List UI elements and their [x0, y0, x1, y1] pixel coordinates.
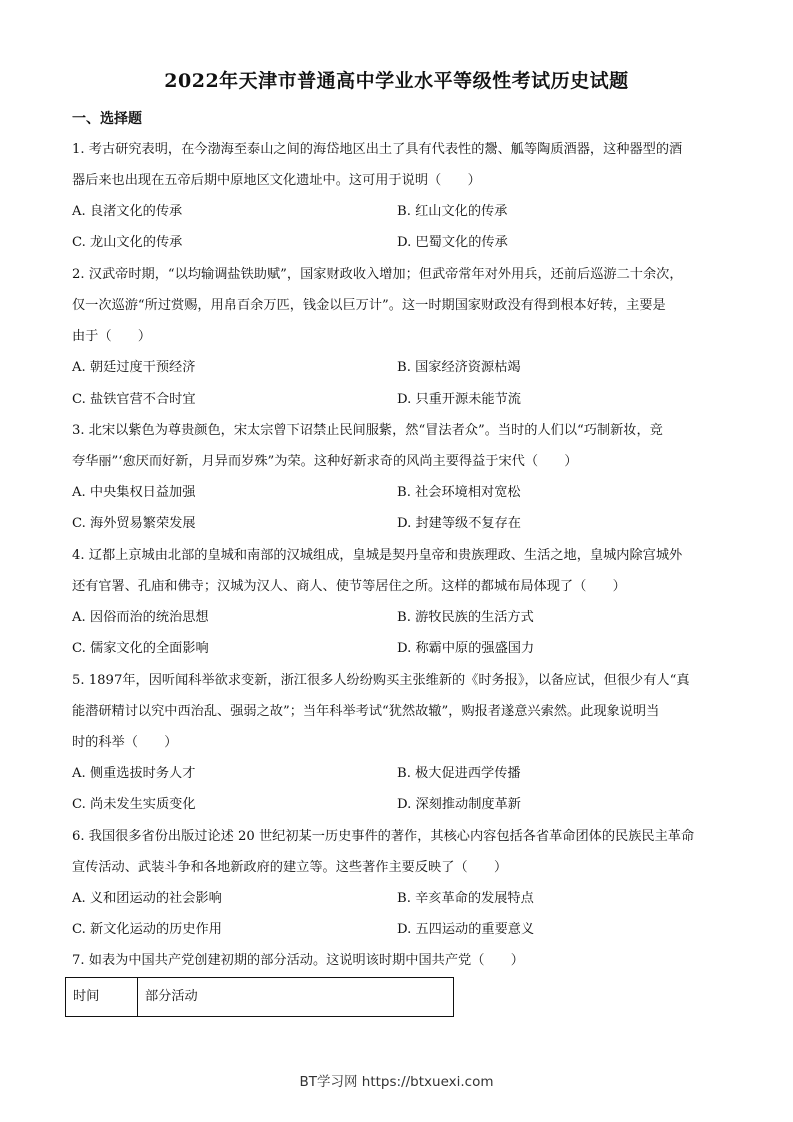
q3-option-a: A. 中央集权日益加强 [72, 485, 196, 500]
q4-line-1: 4. 辽都上京城由北部的皇城和南部的汉城组成，皇城是契丹皇帝和贵族理政、生活之地，皇城内除宫城外 [72, 548, 683, 563]
q4-option-b: B. 游牧民族的生活方式 [397, 610, 534, 625]
q3-option-c: C. 海外贸易繁荣发展 [72, 516, 196, 531]
q3-line-1: 3. 北宋以紫色为尊贵颜色，宋太宗曾下诏禁止民间服紫，然“冒法者众”。当时的人们以“巧制新妆，竞 [72, 423, 663, 438]
q7-line-1: 7. 如表为中国共产党创建初期的部分活动。这说明该时期中国共产党（ ） [72, 953, 524, 968]
q4-option-c: C. 儒家文化的全面影响 [72, 641, 209, 656]
section-heading: 一、选择题 [72, 111, 142, 127]
q3-line-2: 夸华丽”‘愈厌而好新，月异而岁殊”为荣。这种好新求奇的风尚主要得益于宋代（ ） [72, 454, 578, 469]
q1-option-c: C. 龙山文化的传承 [72, 235, 183, 250]
q6-option-a: A. 义和团运动的社会影响 [72, 891, 222, 906]
q2-line-1: 2. 汉武帝时期，“以均输调盐铁助赋”，国家财政收入增加；但武帝常年对外用兵，还前后巡游二十余次， [72, 267, 683, 282]
q6-line-1: 6. 我国很多省份出版过论述 20 世纪初某一历史事件的著作，其核心内容包括各省革命团体的民族民主革命 [72, 829, 695, 844]
q6-line-2: 宣传活动、武装斗争和各地新政府的建立等。这些著作主要反映了（ ） [72, 860, 508, 875]
q4-option-d: D. 称霸中原的强盛国力 [397, 641, 535, 656]
q5-line-1: 5. 1897年，因听闻科举欲求变新，浙江很多人纷纷购买主张维新的《时务报》，以备应试，但很少有人“真 [72, 673, 690, 688]
table-header-activities: 部分活动 [145, 989, 198, 1004]
q6-option-d: D. 五四运动的重要意义 [397, 922, 535, 937]
q1-option-a: A. 良渚文化的传承 [72, 204, 183, 219]
q2-option-d: D. 只重开源未能节流 [397, 392, 521, 407]
q6-option-c: C. 新文化运动的历史作用 [72, 922, 222, 937]
q5-option-d: D. 深刻推动制度革新 [397, 797, 521, 812]
q4-option-a: A. 因俗而治的统治思想 [72, 610, 209, 625]
q5-option-c: C. 尚未发生实质变化 [72, 797, 196, 812]
q5-line-2: 能潜研精讨以究中西治乱、强弱之故”；当年科举考试“犹然故辙”，购报者遂意兴索然。此现象说明当 [72, 704, 660, 719]
table-header-time: 时间 [66, 978, 138, 1016]
q2-option-c: C. 盐铁官营不合时宜 [72, 392, 196, 407]
q2-option-a: A. 朝廷过度干预经济 [72, 360, 196, 375]
q2-option-b: B. 国家经济资源枯竭 [397, 360, 521, 375]
q3-option-d: D. 封建等级不复存在 [397, 516, 521, 531]
q7-table [65, 977, 454, 1017]
q5-option-b: B. 极大促进西学传播 [397, 766, 521, 781]
footer-watermark: BT学习网 https://btxuexi.com [299, 1074, 494, 1090]
q1-option-d: D. 巴蜀文化的传承 [397, 235, 508, 250]
q3-option-b: B. 社会环境相对宽松 [397, 485, 521, 500]
q5-line-3: 时的科举（ ） [72, 735, 178, 750]
q4-line-2: 还有官署、孔庙和佛寺；汉城为汉人、商人、使节等居住之所。这样的都城布局体现了（ ） [72, 579, 626, 594]
q2-line-2: 仅一次巡游“所过赏赐，用帛百余万匹，钱金以巨万计”。这一时期国家财政没有得到根本好转，主要是 [72, 298, 666, 313]
q6-option-b: B. 辛亥革命的发展特点 [397, 891, 534, 906]
q2-line-3: 由于（ ） [72, 329, 152, 344]
q1-option-b: B. 红山文化的传承 [397, 204, 508, 219]
q1-line-2: 器后来也出现在五帝后期中原地区文化遗址中。这可用于说明（ ） [72, 173, 481, 188]
q5-option-a: A. 侧重选拔时务人才 [72, 766, 196, 781]
q1-line-1: 1. 考古研究表明，在今渤海至泰山之间的海岱地区出土了具有代表性的鬶、觚等陶质酒器，这种器型的酒 [72, 142, 683, 157]
page-title: 2022年天津市普通高中学业水平等级性考试历史试题 [164, 70, 629, 92]
